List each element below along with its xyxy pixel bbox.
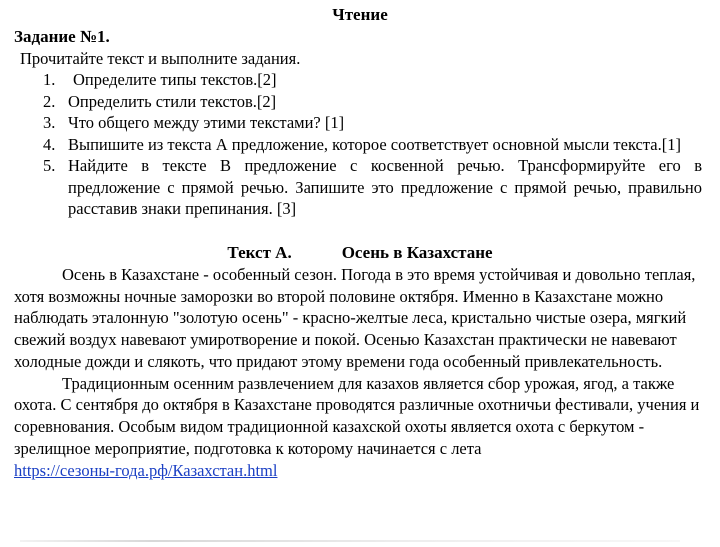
task-text: Выпишите из текста А предложение, которое соответствует основной мысли текста.[1] [68, 134, 681, 154]
task-number: 3. [43, 113, 56, 132]
text-a-paragraph: Осень в Казахстане - особенный сезон. Погода в это время устойчивая и довольно теплая, хотя возможны ночные заморозки во второй половине октября. Именно в Казахстане можно наблюдать эталонную "золотую осень" - красно-желтые леса, кристально чистые озера, мягкий свежий воздух навевают умиротворение и покой. Осенью Казахстан практически не навевают холодные дожди и слякоть, что придают этому времени года особенный привлекательность. [14, 265, 696, 371]
text-a-body [14, 264, 704, 482]
task-item [0, 155, 720, 220]
task-title: Задание №1. [14, 27, 110, 46]
task-item [0, 91, 720, 113]
text-a-title: Осень в Казахстане [341, 243, 493, 262]
task-list [0, 69, 720, 220]
task-number: 1. [43, 70, 56, 89]
task-item [0, 134, 720, 156]
text-a-paragraph: Традиционным осенним развлечением для казахов является сбор урожая, ягод, а также охота. С сентября до октября в Казахстане проводятся различные охотничьи фестивали, учения и соревнования. Особым видом традиционной казахской охоты является охота с беркутом - зрелищное мероприятие, подготовка к которому начинается с лета [14, 373, 700, 458]
task-number: 2. [43, 91, 56, 111]
task-number: 4. [43, 134, 56, 154]
task-item [0, 112, 720, 134]
task-text: Определите типы текстов.[2] [73, 70, 277, 89]
task-text: Определить стили текстов.[2] [68, 91, 277, 111]
task-instruction: Прочитайте текст и выполните задания. [20, 49, 301, 68]
source-link[interactable]: https://сезоны-года.рф/Казахстан.html [14, 461, 278, 481]
task-text: Найдите в тексте В предложение с косвенной речью. Трансформируйте его в предложение с прямой речью. Запишите это предложение с прямой речью, правильно расставив знаки препинания. [3] [68, 156, 702, 218]
text-a-label: Текст А. [227, 243, 292, 262]
task-text: Что общего между этими текстами? [1] [68, 113, 345, 132]
page-bottom-edge [20, 540, 680, 542]
task-item [0, 69, 720, 91]
task-number: 5. [43, 156, 56, 175]
page-heading: Чтение [332, 5, 388, 24]
text-a-heading [0, 243, 720, 263]
